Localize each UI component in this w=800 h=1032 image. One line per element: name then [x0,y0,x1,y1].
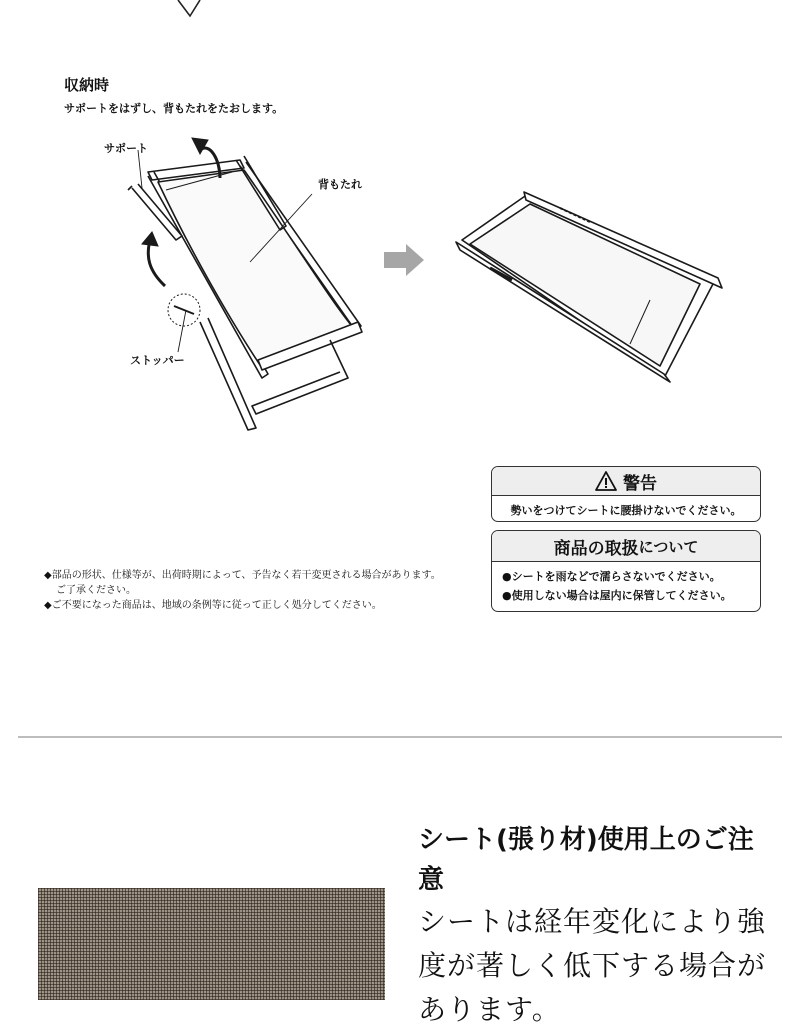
note-item: ◆ご不要になった商品は、地域の条例等に従って正しく処分してください。 [44,600,382,611]
care-item: ●シートを雨などで濡らさないでください。 [502,570,721,583]
warning-triangle-icon [595,471,617,491]
notes [44,568,484,613]
callout-backrest: 背もたれ [318,178,362,191]
note-item: ◆部品の形状、仕様等が、出荷時期によって、予告なく若干変更される場合があります。 [44,570,441,581]
callout-stopper: ストッパー [130,354,185,367]
warning-header [492,467,760,496]
care-header [492,531,760,562]
warning-title: 警告 [623,473,657,494]
chair-storage-illustration [0,0,800,460]
storage-subtitle: サポートをはずし、背もたれをたおします。 [64,102,284,115]
sheet-caution-body: シートは経年変化により強度が著しく低下する場合があります。 [418,905,767,1026]
care-title-rest: について [638,537,699,556]
section-divider [18,736,782,738]
sheet-caution-title: シート(張り材)使用上のご注意 [418,825,754,895]
warning-box [491,466,761,522]
care-item: ●使用しない場合は屋内に保管してください。 [502,589,732,602]
warning-text: 勢いをつけてシートに腰掛けないでください。 [510,504,742,517]
care-box [491,530,761,612]
storage-title: 収納時 [64,76,110,94]
transition-arrow-icon [384,244,424,276]
note-item: ご了承ください。 [56,585,136,596]
care-title-strong: 商品の取扱 [553,538,639,559]
care-list [502,567,760,605]
fabric-photo [38,888,385,1000]
callout-support: サポート [104,142,148,155]
